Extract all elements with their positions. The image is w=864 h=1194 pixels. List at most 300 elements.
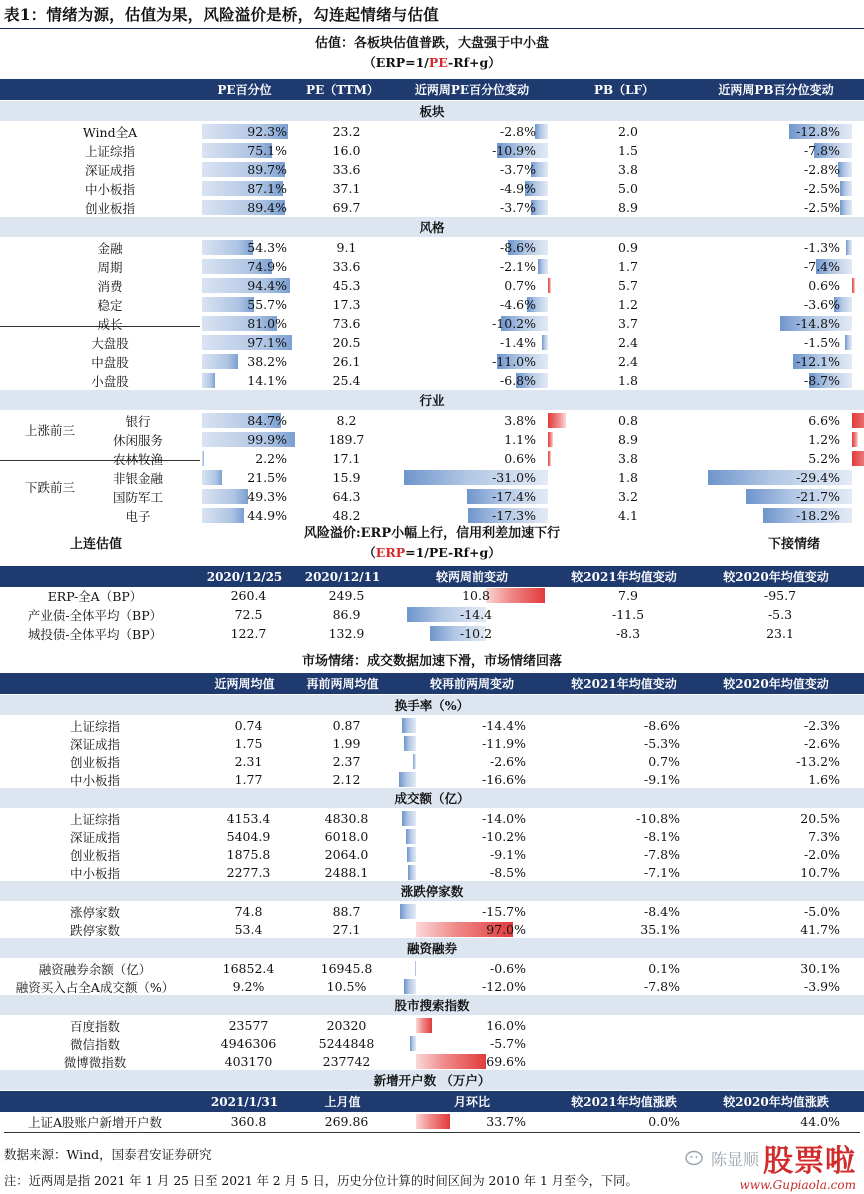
value-current: 9.2% <box>232 979 265 994</box>
value-current: 5404.9 <box>226 829 271 844</box>
table-row <box>0 122 864 141</box>
change-vs-2020 <box>700 1052 840 1071</box>
change-vs-2020: 44.0% <box>800 1114 840 1129</box>
table-row <box>0 920 864 939</box>
negative-change-bar <box>838 162 852 177</box>
table-row <box>0 959 864 978</box>
pb-change: -1.3% <box>804 240 840 255</box>
value-current: 2.31 <box>234 754 263 769</box>
value-previous: 1.99 <box>332 736 361 751</box>
pb-lf: 2.4 <box>618 354 638 369</box>
change-vs-2021: -8.4% <box>644 904 680 919</box>
positive-change-bar <box>852 413 864 428</box>
table-row <box>0 141 864 160</box>
table-row <box>0 179 864 198</box>
section-subheader: 风格 <box>0 217 864 237</box>
pe-change: -10.2% <box>492 316 536 331</box>
row-label: 中小板指 <box>69 865 120 881</box>
positive-change-bar <box>548 432 553 447</box>
table-row <box>0 295 864 314</box>
change-vs-2020: -2.0% <box>804 847 840 862</box>
pe-ttm: 45.3 <box>332 278 361 293</box>
pb-change: -14.8% <box>796 316 840 331</box>
table-row <box>0 371 864 390</box>
pb-lf: 3.8 <box>618 451 638 466</box>
column-header: 近两周均值 <box>214 677 275 691</box>
row-label: 非银金融 <box>112 470 163 486</box>
change-vs-2020: 1.6% <box>808 772 840 787</box>
pe-percentile: 74.9% <box>247 259 287 274</box>
row-label: 创业板指 <box>69 847 120 863</box>
value-previous: 27.1 <box>332 922 361 937</box>
pe-change: 1.1% <box>504 432 536 447</box>
column-header: PE百分位 <box>217 83 272 97</box>
pe-percentile: 54.3% <box>247 240 287 255</box>
row-label: 上证综指 <box>69 811 120 827</box>
row-label: ERP-全A（BP） <box>47 588 143 604</box>
change-vs-2021: -5.3% <box>644 736 680 751</box>
valuation-formula: （ERP=1/PE-Rf+g） <box>363 55 501 70</box>
pe-percentile: 97.1% <box>247 335 287 350</box>
change-vs-2020: 41.7% <box>800 922 840 937</box>
change-value: -12.0% <box>482 979 526 994</box>
change-value: -9.1% <box>490 847 526 862</box>
pe-percentile: 92.3% <box>247 124 287 139</box>
pe-percentile: 49.3% <box>247 489 287 504</box>
pb-lf: 1.7 <box>618 259 638 274</box>
value-previous: 0.87 <box>332 718 361 733</box>
header-bar <box>0 673 864 694</box>
table-row <box>0 605 864 624</box>
column-header: 上月值 <box>324 1095 361 1109</box>
value-current: 53.4 <box>234 922 263 937</box>
row-label: 融资买入占全A成交额（%） <box>15 979 175 995</box>
watermark-name: 陈显顺 <box>710 1149 759 1169</box>
table-row <box>0 1034 864 1053</box>
value-previous: 2.12 <box>332 772 361 787</box>
value-current: 1875.8 <box>226 847 271 862</box>
row-label: 银行 <box>125 413 151 429</box>
row-label: 周期 <box>97 259 123 275</box>
column-header: 较2021年均值变动 <box>571 570 677 584</box>
change-vs-2021: -8.3 <box>615 626 641 641</box>
row-label: 跌停家数 <box>69 922 120 938</box>
table-row <box>0 752 864 771</box>
value-previous: 249.5 <box>328 588 365 603</box>
change-vs-2021: -10.8% <box>636 811 680 826</box>
change-value: -2.6% <box>490 754 526 769</box>
row-label: 农林牧渔 <box>112 451 163 467</box>
pe-percentile: 14.1% <box>247 373 287 388</box>
pe-change: -10.9% <box>492 143 536 158</box>
row-label: 大盘股 <box>91 335 129 351</box>
pb-change: -21.7% <box>796 489 840 504</box>
table-row <box>0 734 864 753</box>
pe-change: -1.4% <box>500 335 536 350</box>
watermark-brand: 股票啦 <box>763 1144 856 1179</box>
pb-change: -7.4% <box>804 259 840 274</box>
table-row <box>0 352 864 371</box>
pe-percentile-bar <box>202 451 204 466</box>
value-current: 0.74 <box>234 718 263 733</box>
value-previous: 2488.1 <box>324 865 369 880</box>
change-value: 16.0% <box>486 1018 526 1033</box>
table-row <box>0 333 864 352</box>
column-header: 较再前两周变动 <box>429 677 514 691</box>
row-label: 深证成指 <box>69 829 120 845</box>
change-vs-2021: 0.0% <box>648 1114 680 1129</box>
pb-lf: 0.8 <box>618 413 638 428</box>
change-vs-2021: 0.1% <box>648 961 680 976</box>
pb-change: -7.8% <box>804 143 840 158</box>
footnote: 注：近两周是指 2021 年 1 月 25 日至 2021 年 2 月 5 日，历史分位计算的时间区间为 2010 年 1 月至今，下同。 <box>4 1174 638 1188</box>
pb-change: 5.2% <box>808 451 840 466</box>
row-label: 中盘股 <box>91 354 129 370</box>
risk-premium-heading: 风险溢价:ERP小幅上行，信用利差加速下行 <box>303 526 561 541</box>
pb-lf: 2.4 <box>618 335 638 350</box>
value-current: 260.4 <box>230 588 267 603</box>
right-note: 下接情绪 <box>767 537 820 552</box>
value-previous: 6018.0 <box>324 829 369 844</box>
column-header: 近两周PE百分位变动 <box>414 83 530 97</box>
pe-ttm: 69.7 <box>332 200 361 215</box>
table-row <box>0 827 864 846</box>
section-subheader: 涨跌停家数 <box>0 881 864 901</box>
change-value: -14.0% <box>482 811 526 826</box>
pe-ttm: 23.2 <box>332 124 361 139</box>
pb-lf: 5.7 <box>618 278 638 293</box>
pe-ttm: 17.3 <box>332 297 361 312</box>
table-row <box>0 716 864 735</box>
wechat-icon <box>685 1149 707 1167</box>
change-vs-2021: 0.7% <box>648 754 680 769</box>
row-label: 中小板指 <box>69 772 120 788</box>
table-row <box>0 257 864 276</box>
row-label: 国防军工 <box>112 489 163 505</box>
change-vs-2021: -7.8% <box>644 979 680 994</box>
row-label: 微信指数 <box>69 1036 120 1052</box>
change-vs-2020: -2.3% <box>804 718 840 733</box>
positive-change-bar <box>548 278 551 293</box>
pe-change: -2.8% <box>500 124 536 139</box>
pb-lf: 0.9 <box>618 240 638 255</box>
pe-ttm: 48.2 <box>332 508 361 523</box>
pe-percentile: 2.2% <box>255 451 287 466</box>
pe-ttm: 25.4 <box>332 373 361 388</box>
positive-change-bar <box>548 451 551 466</box>
pb-change: 6.6% <box>808 413 840 428</box>
column-header: 2021/1/31 <box>210 1094 279 1109</box>
value-current: 16852.4 <box>222 961 275 976</box>
risk-premium-formula: （ERP=1/PE-Rf+g） <box>363 545 501 560</box>
data-source: 数据来源：Wind，国泰君安证券研究 <box>4 1147 212 1162</box>
change-vs-2021: -11.5 <box>611 607 645 622</box>
change-vs-2020 <box>700 1034 840 1053</box>
pe-ttm: 33.6 <box>332 162 361 177</box>
table-row <box>0 863 864 882</box>
column-header: 近两周PB百分位变动 <box>718 83 834 97</box>
value-current: 403170 <box>224 1054 273 1069</box>
change-value: -0.6% <box>490 961 526 976</box>
pe-change: 3.8% <box>504 413 536 428</box>
market-sentiment-heading: 市场情绪：成交数据加速下滑，市场情绪回落 <box>301 654 562 669</box>
pe-percentile: 99.9% <box>247 432 287 447</box>
pe-ttm: 9.1 <box>336 240 357 255</box>
change-vs-2021: -7.8% <box>644 847 680 862</box>
column-header: 2020/12/11 <box>304 569 381 584</box>
table-row <box>0 845 864 864</box>
table-row <box>0 238 864 257</box>
pe-change: -31.0% <box>492 470 536 485</box>
header-bar <box>0 79 864 100</box>
pb-change: 1.2% <box>808 432 840 447</box>
pe-ttm: 73.6 <box>332 316 361 331</box>
value-current: 2277.3 <box>226 865 271 880</box>
change-value: -10.2% <box>482 829 526 844</box>
table-row <box>0 160 864 179</box>
change-vs-2020: 30.1% <box>800 961 840 976</box>
value-previous: 2064.0 <box>324 847 369 862</box>
pe-percentile: 75.1% <box>247 143 287 158</box>
row-label: 休闲服务 <box>112 432 163 448</box>
row-label: 微博微指数 <box>63 1054 127 1070</box>
negative-change-bar <box>846 240 852 255</box>
row-label: 创业板指 <box>84 200 135 216</box>
table-row <box>0 468 864 495</box>
value-current: 4153.4 <box>226 811 271 826</box>
watermark-url: www.Gupiaola.com <box>739 1178 856 1192</box>
pb-lf: 5.0 <box>618 181 638 196</box>
row-label: 小盘股 <box>91 373 129 389</box>
column-header: 2020/12/25 <box>206 569 283 584</box>
table-row <box>0 449 864 468</box>
row-label: 上证A股账户新增开户数 <box>27 1114 163 1130</box>
pe-percentile: 89.7% <box>247 162 287 177</box>
change-vs-2020: -5.0% <box>804 904 840 919</box>
value-previous: 269.86 <box>324 1114 369 1129</box>
section-subheader: 股市搜索指数 <box>0 995 864 1015</box>
column-header: PB（LF） <box>593 83 655 97</box>
column-header: 较2020年均值变动 <box>723 677 829 691</box>
pe-ttm: 189.7 <box>328 432 365 447</box>
column-header: 较2020年均值变动 <box>723 570 829 584</box>
row-label: 创业板指 <box>69 754 120 770</box>
section-subheader: 板块 <box>0 101 864 121</box>
pb-change: -2.8% <box>804 162 840 177</box>
value-current: 1.75 <box>234 736 263 751</box>
section-subheader: 换手率（%） <box>0 695 864 715</box>
change-value: -14.4 <box>459 607 493 622</box>
pb-change: -12.1% <box>796 354 840 369</box>
change-vs-2020: -3.9% <box>804 979 840 994</box>
value-previous: 237742 <box>322 1054 371 1069</box>
change-value: 10.8 <box>462 588 490 603</box>
row-label: 产业债-全体平均（BP） <box>27 607 163 623</box>
pe-change: -17.3% <box>492 508 536 523</box>
value-previous: 88.7 <box>332 904 361 919</box>
row-label: 深证成指 <box>84 162 135 178</box>
table-row <box>0 314 864 333</box>
pb-change: -18.2% <box>796 508 840 523</box>
row-label: 消费 <box>97 278 123 294</box>
pb-lf: 1.2 <box>618 297 638 312</box>
column-header: PE（TTM） <box>306 83 379 97</box>
pb-lf: 2.0 <box>618 124 638 139</box>
table-row <box>0 624 864 643</box>
negative-change-bar <box>845 335 852 350</box>
table-title: 表1：情绪为源，估值为果，风险溢价是桥，勾连起情绪与估值 <box>4 5 439 24</box>
change-value: 97.0% <box>486 922 526 937</box>
section-subheader: 融资融券 <box>0 938 864 958</box>
pe-change: -2.1% <box>500 259 536 274</box>
value-current: 122.7 <box>230 626 267 641</box>
pe-change: -3.7% <box>500 200 536 215</box>
left-note: 上连估值 <box>69 537 122 552</box>
change-value: -8.5% <box>490 865 526 880</box>
value-previous: 132.9 <box>328 626 365 641</box>
pe-percentile: 87.1% <box>247 181 287 196</box>
change-vs-2020: 10.7% <box>800 865 840 880</box>
pb-lf: 1.8 <box>618 373 638 388</box>
section-subheader: 行业 <box>0 390 864 410</box>
divider <box>4 1132 860 1133</box>
pe-percentile: 21.5% <box>247 470 287 485</box>
value-previous: 10.5% <box>326 979 367 994</box>
value-current: 4946306 <box>220 1036 277 1051</box>
positive-change-bar <box>852 451 864 466</box>
table-row <box>0 487 864 506</box>
pe-change: -3.7% <box>500 162 536 177</box>
change-vs-2021: 7.9 <box>618 588 638 603</box>
pb-lf: 1.5 <box>618 143 638 158</box>
pe-change: 0.6% <box>504 451 536 466</box>
change-vs-2020 <box>700 1016 840 1035</box>
change-value: -15.7% <box>482 904 526 919</box>
pb-lf: 4.1 <box>618 508 638 523</box>
value-current: 74.8 <box>234 904 263 919</box>
change-vs-2020: -5.3 <box>767 607 793 622</box>
negative-change-bar <box>542 335 549 350</box>
negative-change-bar <box>535 124 548 139</box>
change-vs-2020: 23.1 <box>766 626 794 641</box>
pe-percentile: 81.0% <box>247 316 287 331</box>
positive-change-bar <box>852 432 858 447</box>
pb-lf: 3.8 <box>618 162 638 177</box>
section-subheader: 新增开户数 （万户） <box>0 1070 864 1090</box>
pe-ttm: 37.1 <box>332 181 361 196</box>
change-vs-2020: -95.7 <box>763 588 797 603</box>
negative-change-bar <box>840 200 852 215</box>
value-previous: 5244848 <box>318 1036 375 1051</box>
negative-change-bar <box>840 181 852 196</box>
pe-ttm: 8.2 <box>336 413 357 428</box>
pe-change: -4.9% <box>500 181 536 196</box>
pb-lf: 3.2 <box>618 489 638 504</box>
value-current: 360.8 <box>230 1114 267 1129</box>
change-value: -16.6% <box>482 772 526 787</box>
industry-group-label: 下跌前三 <box>24 479 75 495</box>
pb-change: 0.6% <box>808 278 840 293</box>
header-blank <box>0 1091 196 1112</box>
table-row <box>0 1112 864 1131</box>
row-label: 城投债-全体平均（BP） <box>27 626 163 642</box>
pe-percentile: 94.4% <box>247 278 287 293</box>
change-vs-2020: -13.2% <box>796 754 840 769</box>
pb-lf: 1.8 <box>618 470 638 485</box>
value-previous: 20320 <box>326 1018 367 1033</box>
pe-change: -8.6% <box>500 240 536 255</box>
pb-lf: 8.9 <box>618 200 638 215</box>
pb-change: -1.5% <box>804 335 840 350</box>
change-value: -14.4% <box>482 718 526 733</box>
table-row <box>0 809 864 828</box>
pe-change: -17.4% <box>492 489 536 504</box>
change-vs-2021: -7.1% <box>644 865 680 880</box>
change-vs-2020: 7.3% <box>808 829 840 844</box>
table-row <box>0 430 864 449</box>
change-value: -11.9% <box>482 736 526 751</box>
table-row <box>0 198 864 217</box>
value-current: 72.5 <box>234 607 263 622</box>
value-previous: 2.37 <box>332 754 361 769</box>
header-bar <box>0 566 864 587</box>
pb-change: -2.5% <box>804 200 840 215</box>
column-header: 较2021年均值变动 <box>571 677 677 691</box>
row-label: Wind全A <box>82 124 138 140</box>
title-rule <box>0 28 864 29</box>
change-vs-2021 <box>556 1052 680 1071</box>
change-vs-2021 <box>556 1016 680 1035</box>
pe-ttm: 33.6 <box>332 259 361 274</box>
row-label: 电子 <box>125 508 151 524</box>
value-previous: 16945.8 <box>320 961 373 976</box>
value-current: 23577 <box>228 1018 269 1033</box>
table-row <box>0 411 864 438</box>
change-vs-2020: -2.6% <box>804 736 840 751</box>
column-header: 再前两周均值 <box>306 677 379 691</box>
pe-change: 0.7% <box>504 278 536 293</box>
table-row <box>0 1052 864 1071</box>
pe-change: -6.8% <box>500 373 536 388</box>
pe-change: -11.0% <box>492 354 536 369</box>
column-header: 较两周前变动 <box>435 570 508 584</box>
pb-lf: 8.9 <box>618 432 638 447</box>
pb-lf: 3.7 <box>618 316 638 331</box>
watermark <box>685 1136 856 1192</box>
row-label: 涨停家数 <box>69 904 120 920</box>
section-subheader: 成交额（亿） <box>0 788 864 808</box>
pb-change: -8.7% <box>804 373 840 388</box>
pb-change: -2.5% <box>804 181 840 196</box>
value-previous: 86.9 <box>332 607 361 622</box>
change-vs-2021: -8.1% <box>644 829 680 844</box>
table-row <box>0 1016 864 1035</box>
change-vs-2021 <box>556 1034 680 1053</box>
row-label: 稳定 <box>97 297 123 313</box>
column-header: 月环比 <box>453 1095 490 1109</box>
header-blank <box>0 673 196 694</box>
row-label: 上证综指 <box>69 718 120 734</box>
table-row <box>0 902 864 921</box>
pe-percentile: 55.7% <box>247 297 287 312</box>
row-label: 深证成指 <box>69 736 120 752</box>
table-row <box>0 770 864 789</box>
change-vs-2021: -9.1% <box>644 772 680 787</box>
pe-ttm: 64.3 <box>332 489 361 504</box>
valuation-heading: 估值：各板块估值普跌，大盘强于中小盘 <box>314 36 549 51</box>
pe-ttm: 15.9 <box>332 470 361 485</box>
change-vs-2020: 20.5% <box>800 811 840 826</box>
